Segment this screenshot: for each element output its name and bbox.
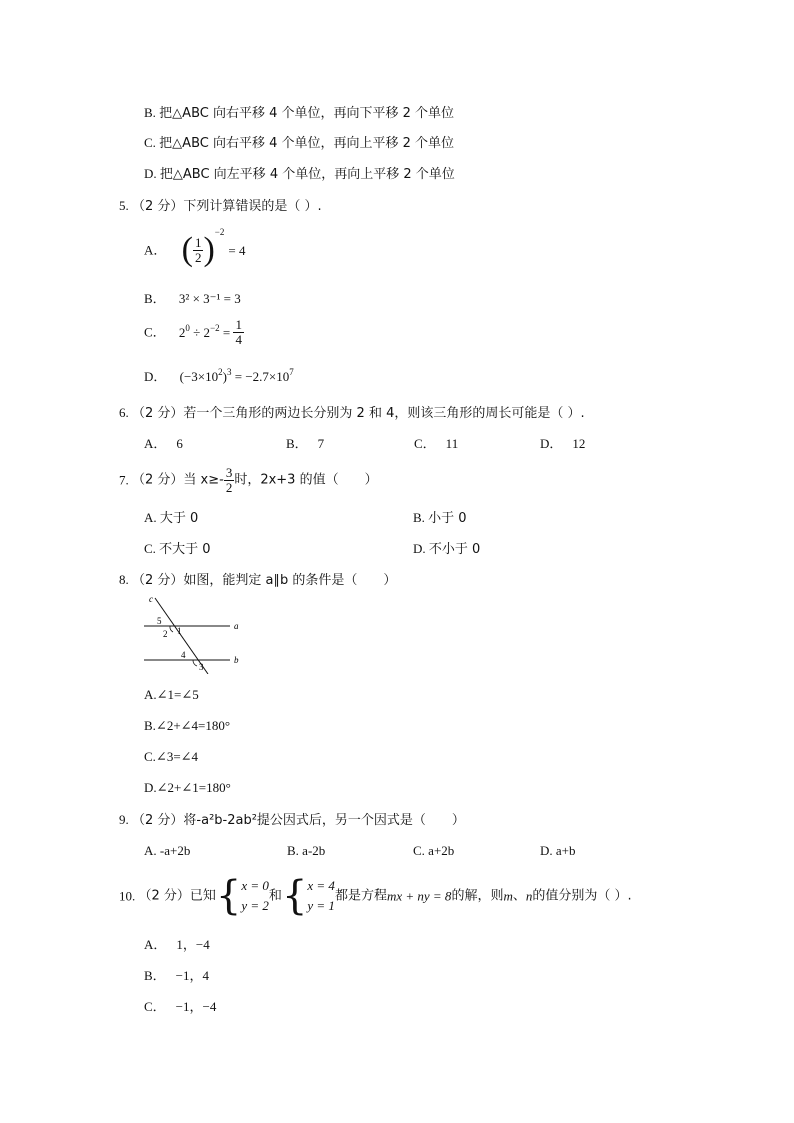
fraction: $\frac{1}{2}$ xyxy=(194,234,202,265)
q8-option-a[interactable]: A.∠1=∠5 xyxy=(144,687,199,702)
fraction: $\frac{3}{2}$ xyxy=(225,465,233,495)
paren-left: ( xyxy=(181,231,193,269)
q5-option-b[interactable]: B． 3² × 3⁻¹ = 3 xyxy=(144,291,241,306)
q6-option-a[interactable]: A． 6 xyxy=(144,436,183,451)
q7-option-d[interactable]: D. 不小于 0 xyxy=(413,541,481,557)
q7-option-a[interactable]: A. 大于 0 xyxy=(144,510,199,526)
q9-option-c[interactable]: C. a+2b xyxy=(413,843,455,858)
q8-stem: 8. （2 分）如图，能判定 a∥b 的条件是（ ） xyxy=(119,572,397,588)
q5-stem: 5. （2 分）下列计算错误的是（ ）. xyxy=(119,198,322,214)
angle-arc-1 xyxy=(170,626,173,632)
q6-option-d[interactable]: D． 12 xyxy=(540,436,586,451)
q5-option-d[interactable]: D． $(-3\times 10^2)^3 = -2.7\times 10^7$ xyxy=(144,367,294,384)
label-2: 2 xyxy=(163,629,168,639)
q8-option-d[interactable]: D.∠2+∠1=180° xyxy=(144,780,231,795)
q9-stem: 9. （2 分）将-a²b-2ab²提公因式后，另一个因式是（ ） xyxy=(119,812,465,828)
label-4: 4 xyxy=(181,650,186,660)
paren-right: ) xyxy=(203,231,215,269)
parallel-lines-figure xyxy=(140,590,240,674)
q6-option-c[interactable]: C． 11 xyxy=(414,436,459,451)
label-b: b xyxy=(234,655,239,665)
label-5: 5 xyxy=(157,616,162,626)
left-brace: { xyxy=(281,873,308,920)
equation-system-2: x = 4 y = 1 xyxy=(307,878,335,914)
q4-option-d[interactable]: D. 把△ABC 向左平移 4 个单位，再向上平移 2 个单位 xyxy=(144,166,455,182)
label-c: c xyxy=(149,594,153,604)
q9-option-b[interactable]: B. a-2b xyxy=(287,843,326,858)
q5-option-a[interactable]: A． ( $\frac{1}{2}$ )$^{-2}$= 4 xyxy=(144,227,246,269)
equation-system-1: x = 0 y = 2 xyxy=(241,878,269,914)
angle-arc-3 xyxy=(193,660,197,666)
q7-stem: 7. （2 分）当 x≥- $\frac{3}{2}$ 时，2x+3 的值（ ） xyxy=(119,465,378,495)
q4-option-c[interactable]: C. 把△ABC 向右平移 4 个单位，再向上平移 2 个单位 xyxy=(144,135,455,151)
q9-option-d[interactable]: D. a+b xyxy=(540,843,576,858)
label-a: a xyxy=(234,621,239,631)
fraction: $\frac{1}{4}$ xyxy=(235,317,242,347)
label-3: 3 xyxy=(199,662,204,672)
q9-option-a[interactable]: A. -a+2b xyxy=(144,843,191,858)
q8-option-b[interactable]: B.∠2+∠4=180° xyxy=(144,718,231,733)
q8-option-c[interactable]: C.∠3=∠4 xyxy=(144,749,199,764)
left-brace: { xyxy=(215,873,242,920)
label-1: 1 xyxy=(177,626,182,636)
q6-option-b[interactable]: B． 7 xyxy=(286,436,325,451)
q10-stem: 10. （2 分）已知{x = 0 y = 2和{x = 4 y = 1都是方程mx + ny = 8的解，则m、n的值分别为（ ）. xyxy=(119,873,632,920)
q7-option-c[interactable]: C. 不大于 0 xyxy=(144,541,211,557)
q10-option-a[interactable]: A． 1，−4 xyxy=(144,937,210,952)
q4-option-b[interactable]: B. 把△ABC 向右平移 4 个单位，再向下平移 2 个单位 xyxy=(144,105,455,121)
q5-option-c[interactable]: C． $2^0 \div 2^{-2}$ = $\frac{1}{4}$ xyxy=(144,317,242,347)
q10-option-c[interactable]: C． −1，−4 xyxy=(144,999,217,1014)
q6-stem: 6. （2 分）若一个三角形的两边长分别为 2 和 4，则该三角形的周长可能是（ ）. xyxy=(119,405,585,421)
q7-option-b[interactable]: B. 小于 0 xyxy=(413,510,467,526)
q10-option-b[interactable]: B． −1，4 xyxy=(144,968,210,983)
